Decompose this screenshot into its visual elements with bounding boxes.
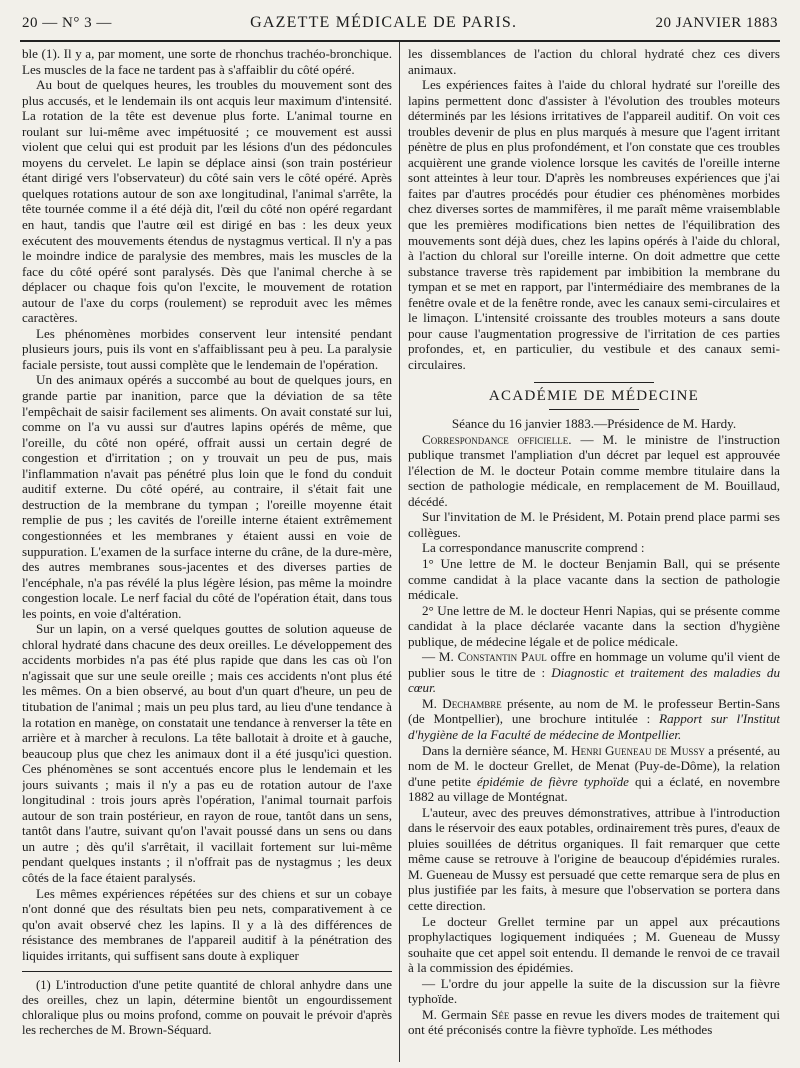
- left-column: [22, 46, 392, 1064]
- right-column: [408, 46, 780, 1064]
- paragraph: [408, 1007, 780, 1038]
- person-name: M. Dechambre: [422, 695, 502, 711]
- issue-date: 20 JANVIER 1883: [655, 15, 778, 31]
- footnote: (1) L'introduction d'une petite quantité de chloral anhydre dans une des oreilles, chez un lapin, détermine bientôt un engourdissement chloralique plus ou moins profond, comme on pouvait le prévoir d'après les recherches de M. Brown-Séquard.: [22, 978, 392, 1038]
- section-title: ACADÉMIE DE MÉDECINE: [488, 388, 700, 405]
- paragraph-text: M. Germain: [422, 1006, 492, 1022]
- paragraph-text: présente, au nom de M. le professeur Bertin-Sans (de Montpellier), une brochure intitulée :: [408, 695, 780, 727]
- correspondance-label: Correspondance officielle.: [422, 431, 572, 447]
- paragraph: — M. Constantin Paul offre en hommage un volume qu'il vient de publier sous le titre de : Diagnostic et traitement des maladies du cœur.: [408, 649, 780, 696]
- seance-heading: Séance du 16 janvier 1883.—Présidence de M. Hardy.: [451, 416, 737, 432]
- paragraph-text: qui a éclaté, en novembre 1882 au village de Montégnat.: [408, 773, 780, 805]
- paragraph: Les expériences faites à l'aide du chloral hydraté sur l'oreille des lapins permettent donc d'assister à l'évolution des troubles moteurs déterminés par les lésions irritatives de l'appareil auditif. On voit ces troubles devenir de plus en plus marqués à mesure que l'agent irritant pénètre de plus en plus profondément, et l'on constate que ces troubles acquièrent une grande violence lorsque les cavités de l'oreille interne sont atteintes à leur tour. D'après les nombreuses expériences que j'ai faites par d'autres procédés pour étudier ces phénomènes morbides chez diverses sortes de mammifères, il me paraît même vraisemblable que les premières modifications bien nettes de l'équilibration des mouvements sont déjà dues, chez les lapins opérés à l'aide du chloral, à l'action du chloral sur l'oreille interne. On doit admettre que cette substance traverse très rapidement par imbibition la membrane du tympan et se met en rapport, par l'intermédiaire des membranes de la fenêtre ovale et de la fenêtre ronde, avec les canaux semi-circulaires et le limaçon. L'intensité croissante des troubles moteurs a sans doute pour cause l'augmentation progressive de l'irritation de ces parties profondes, et, en particulier, du vestibule et des canaux semi-circulaires.: [408, 77, 780, 372]
- book-title: Diagnostic et traitement des maladies du cœur.: [408, 664, 780, 696]
- work-title: épidémie de fièvre typhoïde: [476, 773, 629, 789]
- paragraph: [408, 432, 780, 510]
- footnote-rule: [22, 971, 392, 972]
- paragraph: Le docteur Grellet termine par un appel aux précautions prophylactiques logiquement indiquées ; M. Gueneau de Mussy souhaite que cet appel soit entendu. Il demande le renvoi de ce travail à la commission des épidémies.: [408, 913, 780, 976]
- paragraph: Les phénomènes morbides conservent leur intensité pendant plusieurs jours, puis ils vont en s'affaiblissant peu à peu. La paralysie faciale persiste, tout aussi complète que le lendemain de l'opération.: [22, 325, 392, 372]
- paragraph: [408, 696, 780, 743]
- section-rule: [534, 382, 654, 383]
- paragraph-text: Dans la dernière séance, M.: [422, 742, 572, 758]
- paragraph: Sur l'invitation de M. le Président, M. Potain prend place parmi ses collègues.: [408, 509, 780, 540]
- page-header: [22, 14, 778, 38]
- paragraph: ble (1). Il y a, par moment, une sorte de rhonchus trachéo-bronchique. Les muscles de la face ne tardent pas à s'affaiblir du côté opéré.: [22, 46, 392, 77]
- paragraph: Au bout de quelques heures, les troubles du mouvement sont des plus accusés, et le lendemain ils ont acquis leur maximum d'intensité. La rotation de la tête est devenue plus forte. L'animal tourne en roulant sur lui-même avec impétuosité ; ce mouvement est aussi violent que celui qui est produit par les lésions d'un des pédoncules moyens du cervelet. Le lapin se déplace ainsi (son train postérieur étant dirigé vers l'observateur) du côté sain vers le côté opéré. Après quelques rotations autour de son axe longitudinal, l'animal s'arrête, la tête tournée comme il a été déjà dit, l'œil du côté non opéré regardant en haut, tandis que l'autre œil est dirigé en bas : les deux yeux exécutent des mouvements étendus de nystagmus vertical. Il n'y a pas le moindre indice de paralysie des membres, mais les muscles de la face du côté opéré sont paralysés. Dès que l'animal cherche à se déplacer ou chaque fois qu'on l'excite, le mouvement de rotation autour de l'axe du corps (roulement) se reproduit avec les mêmes caractères.: [22, 77, 392, 326]
- column-divider: [399, 42, 400, 1062]
- page-number: 20 — N° 3 —: [22, 15, 112, 31]
- paragraph: La correspondance manuscrite comprend :: [422, 540, 645, 556]
- person-name: Henri Gueneau de Mussy: [571, 742, 705, 758]
- paragraph-text: — M. le ministre de l'instruction publique transmet l'ampliation d'un décret par lequel est approuvée l'élection de M. le docteur Potain comme membre titulaire dans la section de pathologie médicale, en remplacement de M. Bouillaud, décédé.: [408, 431, 780, 509]
- journal-title: GAZETTE MÉDICALE DE PARIS.: [250, 14, 518, 31]
- section-rule: [549, 409, 639, 410]
- person-name: M. Constantin Paul: [438, 649, 547, 665]
- paragraph-text: passe en revue les divers modes de traitement qui ont été préconisés contre la fièvre typhoïde. Les méthodes: [408, 1006, 780, 1038]
- paragraph: 1° Une lettre de M. le docteur Benjamin Ball, qui se présente comme candidat à la place vacante dans la section de pathologie médicale.: [408, 555, 780, 603]
- paragraph: L'auteur, avec des preuves démonstratives, attribue à l'introduction dans le réservoir des eaux potables, ordinairement très pures, d'eaux de pluies souillées de détritus organiques. Il fait remarquer que cette même cause se retrouve à l'origine de beaucoup d'épidémies rurales. M. Gueneau de Mussy est persuadé que cette remarque sera de plus en plus justifiée par les faits, à mesure que l'observation se portera dans cette direction.: [408, 804, 780, 913]
- person-name: Sée: [491, 1006, 510, 1022]
- paragraph: Un des animaux opérés a succombé au bout de quelques jours, en grande partie par inanition, parce que la déviation de sa tête l'empêchait de saisir facilement ses aliments. On avait constaté sur lui, comme on l'a vu aussi sur d'autres lapins opérés de même, que l'oreille, du côté non opéré, offrait aussi un certain degré de congestion et d'irritation ; on y trouvait un peu de pus, mais l'inflammation n'avait pas pénétré plus loin que le fond du conduit auditif externe. Du côté opéré, au contraire, il s'était fait une destruction de la membrane du tympan ; l'oreille moyenne était remplie de pus ; les cavités de l'oreille interne étaient extrêmement congestionnées et les membranes y étaient aussi en voie de suppuration. L'examen de la surface interne du crâne, de la dure-mère, des autres membranes sous-jacentes et des diverses parties de l'encéphale, n'a pas révélé la plus légère lésion, pas même la moindre congestion locale. Le nerf facial du côté de l'opération était, dans tous les points, en voie d'altération.: [22, 372, 392, 621]
- paragraph: — L'ordre du jour appelle la suite de la discussion sur la fièvre typhoïde.: [408, 975, 780, 1007]
- paragraph-text: a présenté, au nom de M. le docteur Grellet, de Menat (Puy-de-Dôme), la relation d'une petite: [408, 742, 780, 789]
- paragraph: [408, 743, 780, 805]
- paragraph-text: offre en hommage un volume qu'il vient de publier sous le titre de :: [408, 649, 780, 680]
- header-rule: [20, 40, 780, 42]
- paragraph: les dissemblances de l'action du chloral hydraté chez ces divers animaux.: [408, 46, 780, 77]
- book-title: Rapport sur l'Institut d'hygiène de la Faculté de médecine de Montpellier.: [408, 711, 780, 742]
- paragraph: Sur un lapin, on a versé quelques gouttes de solution aqueuse de chloral hydraté dans chacune des deux oreilles. Le développement des accidents morbides n'a pas été plus rapide que dans les cas où l'on n'agissait que sur une seule oreille ; mais ces accidents n'ont plus été les mêmes. On a bien observé, au bout d'un quart d'heure, un peu de titubation de l'animal ; mais un peu plus tard, au lieu d'une tendance à la rotation en manège, on constatait une tendance à renverser la tête en arrière et à marcher à reculons. La tête ballotait à droite et à gauche, beaucoup plus que chez les animaux dont il a été jusqu'ici question. Ces phénomènes se sont accentués encore plus le lendemain et les jours suivants ; mais il n'y a pas eu de rotation autour de l'axe longitudinal : trois jours après l'opération, l'animal tournait parfois autour de son train postérieur, en rayon de roue, tantôt dans un sens, tantôt dans l'autre, suivant qu'on l'avait poussé dans un sens ou dans un autre ; dès qu'il s'arrêtait, il vacillait fortement sur lui-même pendant quelques instants ; il n'offrait pas de nystagmus ; les deux côtés de la face étaient paralysés.: [22, 621, 392, 885]
- paragraph: 2° Une lettre de M. le docteur Henri Napias, qui se présente comme candidat à la place déclarée vacante dans la section d'hygiène publique, de médecine légale et de police médicale.: [408, 602, 780, 649]
- paragraph: Les mêmes expériences répétées sur des chiens et sur un cobaye n'ont donné que des résultats bien peu nets, comparativement à ce qu'on avait observé chez les lapins. Il y a là des différences de résistance des membranes de l'appareil auditif à la pénétration des liquides irritants, qui suffisent sans doute à expliquer: [22, 885, 392, 963]
